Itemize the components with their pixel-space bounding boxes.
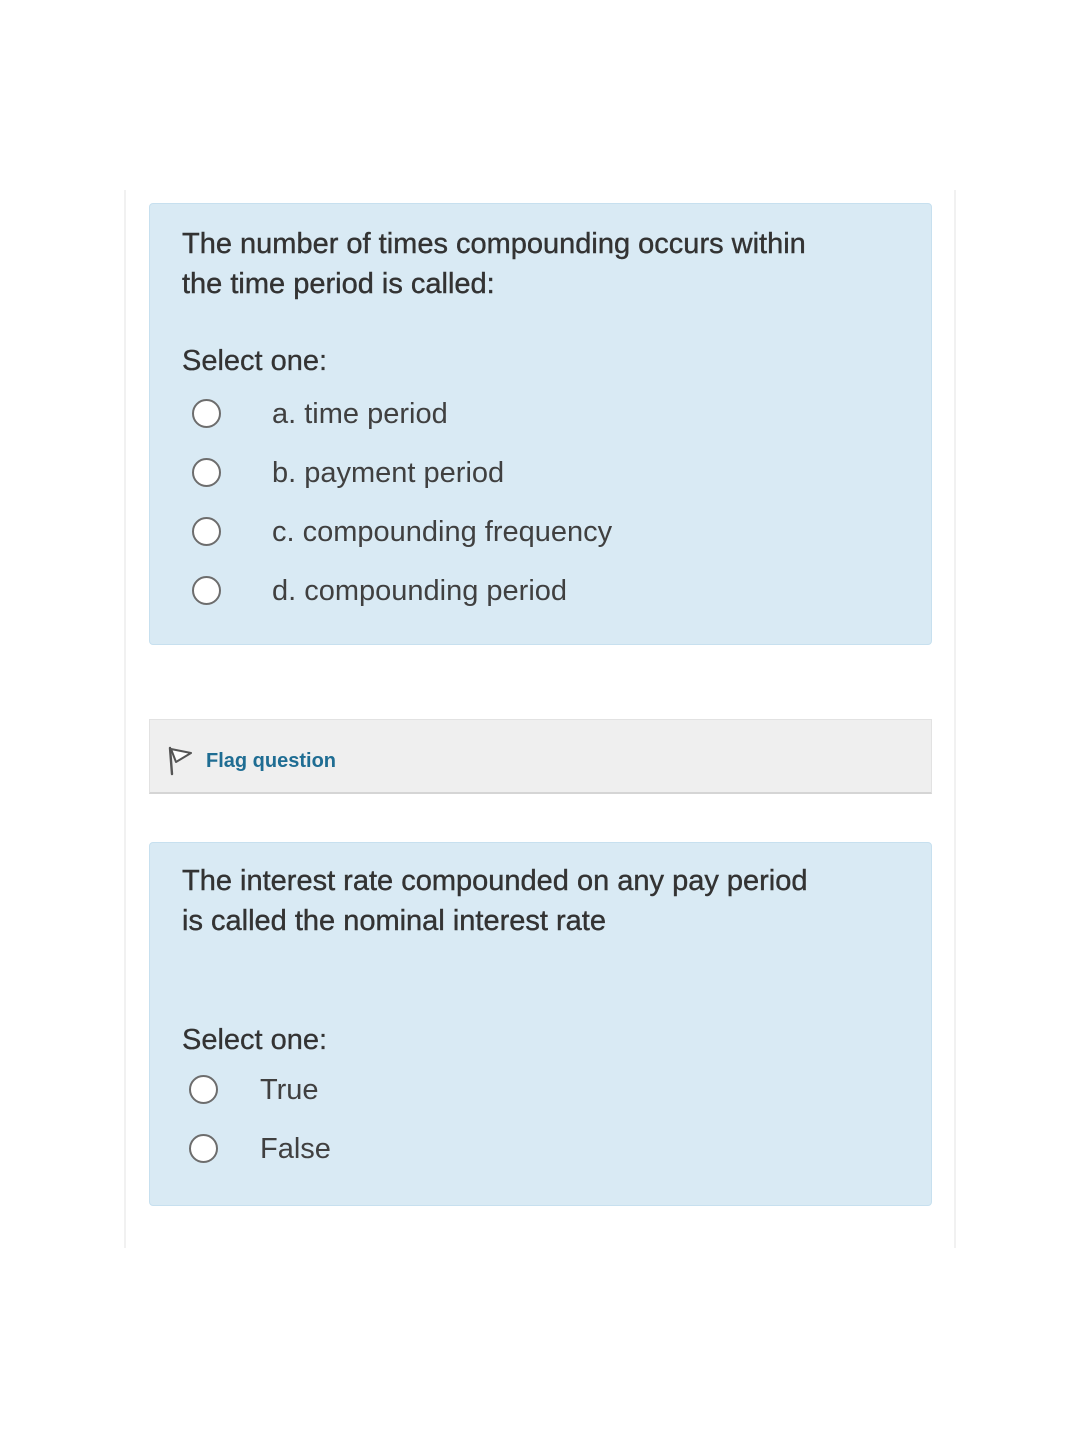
question-1-box: [149, 203, 932, 645]
question-1-text-line-2: the time period is called:: [182, 268, 495, 300]
flag-question-button[interactable]: [166, 744, 366, 776]
question-2-option-true[interactable]: [180, 1070, 900, 1110]
question-1-text: [182, 224, 882, 304]
flag-question-label[interactable]: Flag question: [206, 750, 336, 772]
radio-button[interactable]: [189, 1075, 218, 1104]
question-1-prompt: Select one:: [182, 345, 328, 377]
radio-button[interactable]: [192, 399, 221, 428]
question-1-option-c[interactable]: [180, 512, 900, 552]
question-1-option-a[interactable]: [180, 394, 900, 434]
question-2-box: [149, 842, 932, 1206]
option-label: c. compounding frequency: [272, 516, 613, 548]
question-1-option-d[interactable]: [180, 571, 900, 611]
option-label: b. payment period: [272, 457, 505, 489]
radio-button[interactable]: [192, 517, 221, 546]
question-2-prompt: Select one:: [182, 1024, 328, 1056]
option-label: False: [260, 1133, 331, 1165]
question-2-text-line-1: The interest rate compounded on any pay period: [182, 865, 808, 897]
radio-button[interactable]: [192, 458, 221, 487]
question-1-text-line-1: The number of times compounding occurs within: [182, 228, 806, 260]
question-2-option-false[interactable]: [180, 1129, 900, 1169]
flag-icon: [166, 746, 194, 776]
option-label: a. time period: [272, 398, 448, 430]
radio-button[interactable]: [192, 576, 221, 605]
content-border-left: [124, 190, 126, 1248]
question-1-option-b[interactable]: [180, 453, 900, 493]
option-label: True: [260, 1074, 319, 1106]
question-info-bar: [149, 719, 932, 794]
question-2-text: [182, 861, 882, 941]
radio-button[interactable]: [189, 1134, 218, 1163]
question-2-text-line-2: is called the nominal interest rate: [182, 905, 606, 937]
option-label: d. compounding period: [272, 575, 568, 607]
content-border-right: [954, 190, 956, 1248]
